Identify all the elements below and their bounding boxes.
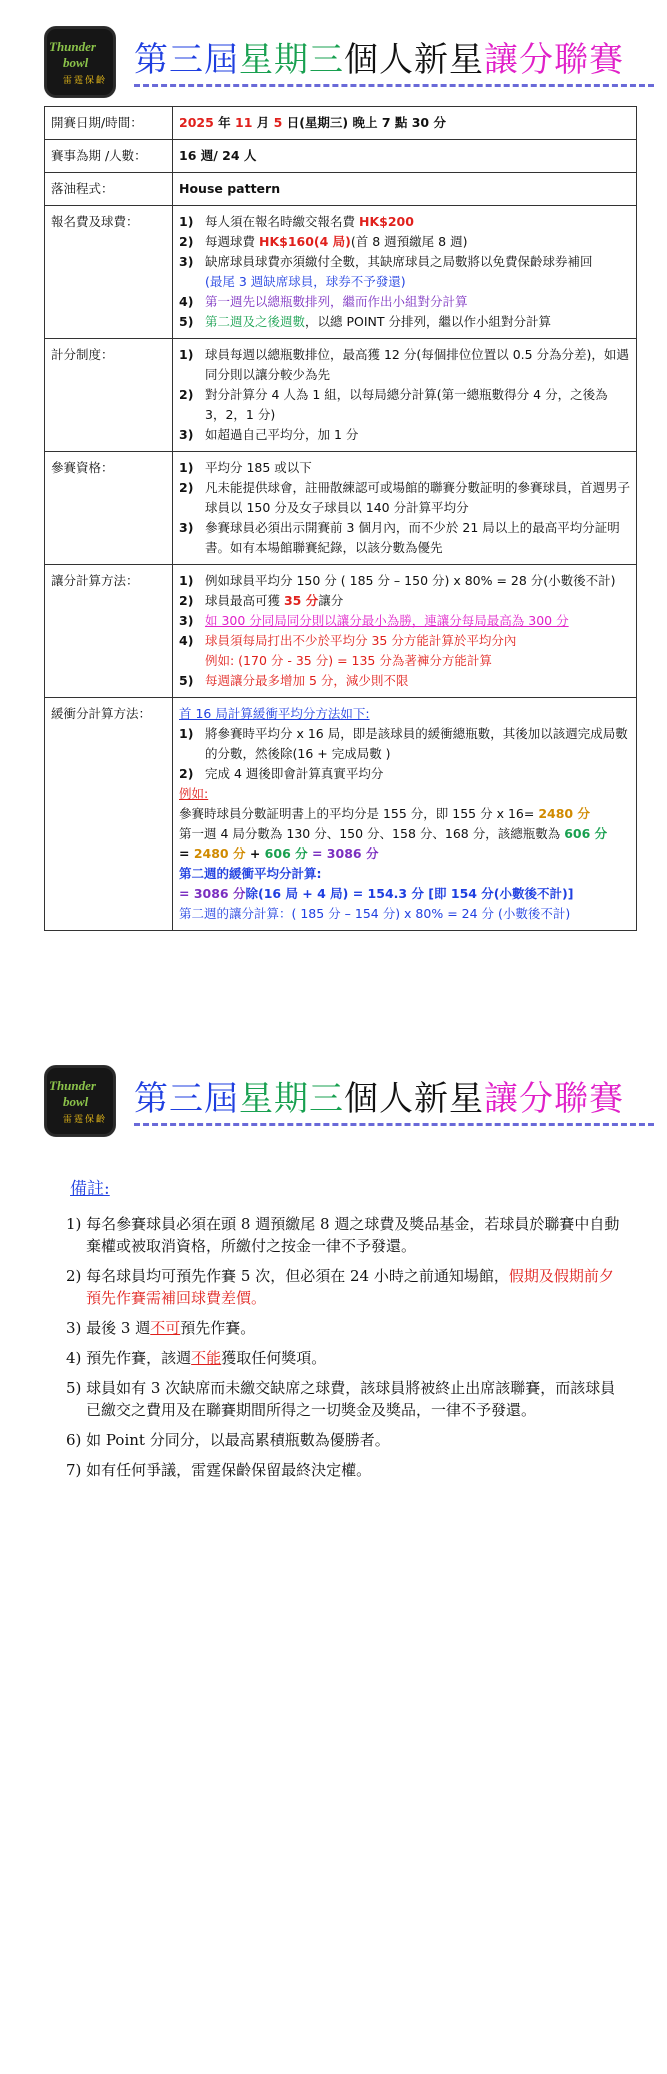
row-value: House pattern [173, 173, 637, 206]
note-item: 2) 每名球員均可預先作賽 5 次，但必須在 24 小時之前通知場館，假期及假期前夕預先作賽需補回球費差價。 [66, 1267, 614, 1307]
table-row-buffer [45, 698, 637, 931]
list-item: 3) 如 300 分同局同分則以讓分最小為勝，連讓分每局最高為 300 分 [179, 613, 569, 628]
row-value [173, 339, 637, 452]
list-item: 5) 每週讓分最多增加 5 分，減少則不限 [179, 673, 409, 688]
thunder-bowl-logo: Thunder bowl 雷霆保齡 [44, 1065, 116, 1137]
list-item: 1) 球員每週以總瓶數排位，最高獲 12 分(每個排位位置以 0.5 分為分差)，如遇同分則以讓分較少為先 [179, 347, 629, 382]
notes-section [66, 1174, 626, 1489]
page-header-second [44, 1065, 624, 1139]
table-row-eligibility [45, 452, 637, 565]
note-item: 1) 每名參賽球員必須在頭 8 週預繳尾 8 週之球費及獎品基金，若球員於聯賽中自動棄權或被取消資格，所繳付之按金一律不予發還。 [66, 1215, 620, 1255]
example-line-5: = 3086 分除(16 局 + 4 局) = 154.3 分 [即 154 分(小數後不計)] [179, 886, 574, 901]
note-item: 6) 如 Point 分同分，以最高累積瓶數為優勝者。 [66, 1431, 390, 1449]
row-value: 2025 年 11 月 5 日(星期三) 晚上 7 點 30 分 [173, 107, 637, 140]
row-label: 緩衝分計算方法： [45, 698, 173, 931]
logo-text-line3: 雷霆保齡 [63, 76, 108, 86]
table-row-duration [45, 140, 637, 173]
buffer-heading: 首 16 局計算緩衝平均分方法如下: [179, 706, 370, 721]
list-item: 5) 第二週及之後週數，以總 POINT 分排列，繼以作小組對分計算 [179, 314, 552, 329]
thunder-bowl-logo [44, 26, 116, 98]
table-row-handicap [45, 565, 637, 698]
list-item: 2) 球員最高可獲 35 分讓分 [179, 593, 344, 608]
logo-text-line1: Thunder [49, 39, 96, 54]
page-title: 第三屆星期三個人新星讓分聯賽 [134, 1079, 624, 1119]
list-item: 3) 如超過自己平均分，加 1 分 [179, 427, 359, 442]
logo-text-line2: bowl [63, 55, 89, 70]
note-item: 7) 如有任何爭議，雷霆保齡保留最終決定權。 [66, 1461, 372, 1479]
row-value: 16 週/ 24 人 [173, 140, 637, 173]
list-item: 4) 球員須每局打出不少於平均分 35 分方能計算於平均分內 例如: (170 分 - 35 分) = 135 分為著褲分方能計算 [179, 633, 517, 668]
notes-heading: 備註: [70, 1179, 110, 1199]
list-item: 1) 將參賽時平均分 x 16 局，即是該球員的緩衝總瓶數，其後加以該週完成局數的分數，然後除(16 + 完成局數 ) [179, 726, 628, 761]
page-title: 第三屆星期三個人新星讓分聯賽 [134, 40, 624, 80]
title-divider [134, 1123, 654, 1126]
row-label: 開賽日期/時間： [45, 107, 173, 140]
row-value [173, 452, 637, 565]
example-line-3: = 2480 分 + 606 分 = 3086 分 [179, 846, 379, 861]
table-row-start-date [45, 107, 637, 140]
note-item: 4) 預先作賽，該週不能獲取任何獎項。 [66, 1349, 327, 1367]
row-value [173, 206, 637, 339]
list-item: 2) 每週球費 HK$160(4 局)(首 8 週預繳尾 8 週) [179, 234, 468, 249]
example-line-1: 參賽時球員分數証明書上的平均分是 155 分，即 155 分 x 16= 2480 分 [179, 806, 590, 821]
row-label: 計分制度： [45, 339, 173, 452]
note-item: 3) 最後 3 週不可預先作賽。 [66, 1319, 256, 1337]
example-line-6: 第二週的讓分計算：( 185 分 – 154 分) x 80% = 24 分 (小數後不計) [179, 906, 571, 921]
table-row-fees [45, 206, 637, 339]
row-label: 賽事為期 /人數： [45, 140, 173, 173]
example-label: 例如: [179, 786, 209, 801]
row-label: 落油程式： [45, 173, 173, 206]
list-item: 2) 完成 4 週後即會計算真實平均分 [179, 766, 384, 781]
list-item: 3) 缺席球員球費亦須繳付全數，其缺席球員之局數將以免費保齡球券補回 (最尾 3 週缺席球員，球券不予發還) [179, 254, 593, 289]
row-value [173, 698, 637, 931]
list-item: 2) 對分計算分 4 人為 1 組，以每局總分計算(第一總瓶數得分 4 分，之後為 3，2，1 分) [179, 387, 608, 422]
example-line-2: 第一週 4 局分數為 130 分、150 分、158 分、168 分，該總瓶數為 606 分 [179, 826, 608, 841]
list-item: 1) 每人須在報名時繳交報名費 HK$200 [179, 214, 414, 229]
example-line-4: 第二週的緩衝平均分計算: [179, 866, 322, 881]
row-label: 報名費及球費： [45, 206, 173, 339]
list-item: 4) 第一週先以總瓶數排列，繼而作出小組對分計算 [179, 294, 468, 309]
row-value [173, 565, 637, 698]
list-item: 2) 凡未能提供球會，註冊散練認可或場館的聯賽分數証明的參賽球員，首週男子球員以 150 分及女子球員以 140 分計算平均分 [179, 480, 631, 515]
table-row-oil-pattern [45, 173, 637, 206]
list-item: 1) 平均分 185 或以下 [179, 460, 312, 475]
title-divider [134, 84, 654, 87]
list-item: 3) 參賽球員必須出示開賽前 3 個月內，而不少於 21 局以上的最高平均分証明書。如有本場館聯賽紀錄，以該分數為優先 [179, 520, 620, 555]
page-header-top [44, 26, 624, 100]
league-info-table [44, 106, 637, 931]
list-item: 1) 例如球員平均分 150 分 ( 185 分 – 150 分) x 80% = 28 分(小數後不計) [179, 573, 616, 588]
note-item: 5) 球員如有 3 次缺席而未繳交缺席之球費，該球員將被終止出席該聯賽，而該球員已繳交之費用及在聯賽期間所得之一切獎金及獎品，一律不予發還。 [66, 1379, 616, 1419]
row-label: 參賽資格： [45, 452, 173, 565]
table-row-scoring [45, 339, 637, 452]
row-label: 讓分計算方法： [45, 565, 173, 698]
